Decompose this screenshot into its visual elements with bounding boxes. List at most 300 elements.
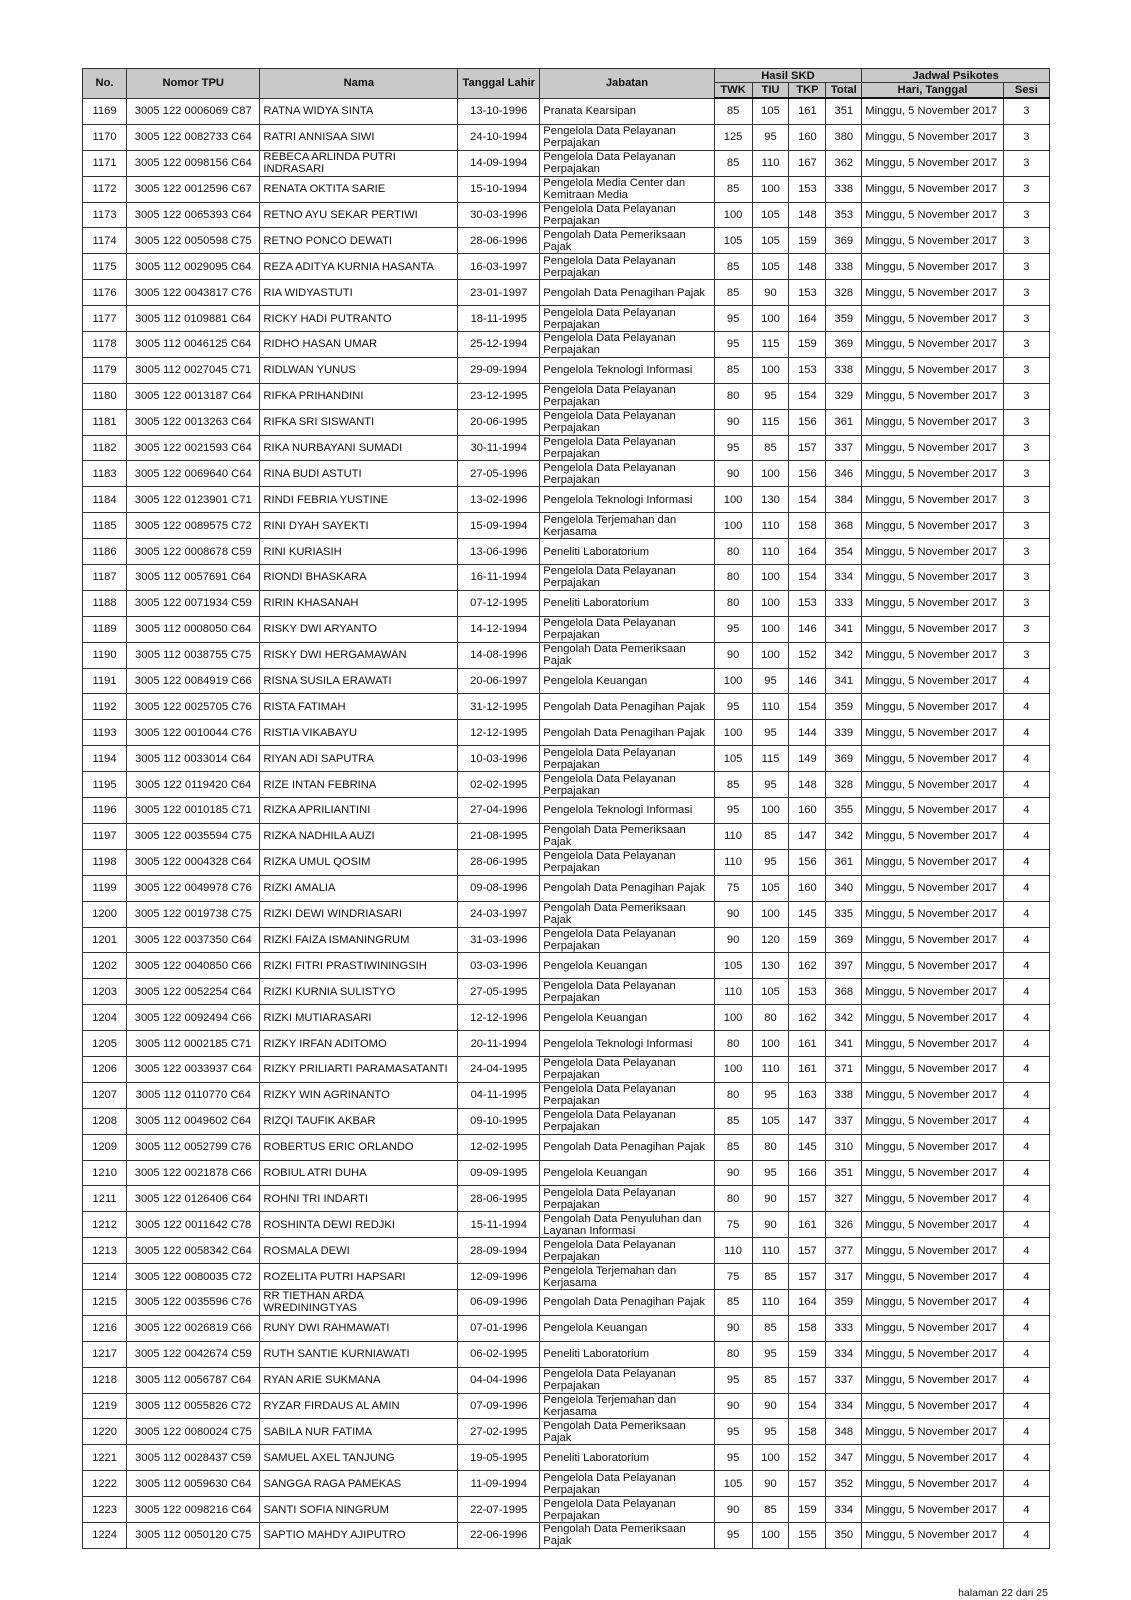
table-row: [83, 1160, 1050, 1186]
cell-tiu: 100: [752, 1445, 789, 1471]
cell-total: 352: [826, 1471, 862, 1497]
table-row: [83, 487, 1050, 513]
cell-sesi: 4: [1003, 1471, 1049, 1497]
cell-nomor-tpu: 3005 122 0119420 C64: [127, 772, 260, 798]
cell-hari-tanggal: Minggu, 5 November 2017: [862, 875, 1004, 901]
cell-total: 347: [826, 1445, 862, 1471]
cell-nama: RIYAN ADI SAPUTRA: [260, 746, 458, 772]
cell-nama: RISKY DWI ARYANTO: [260, 616, 458, 642]
cell-jabatan: Peneliti Laboratorium: [540, 539, 714, 565]
cell-tanggal-lahir: 07-01-1996: [458, 1315, 540, 1341]
cell-nama: RIZE INTAN FEBRINA: [260, 772, 458, 798]
cell-tkp: 145: [789, 1134, 826, 1160]
cell-tkp: 153: [789, 590, 826, 616]
cell-total: 348: [826, 1419, 862, 1445]
cell-tanggal-lahir: 15-10-1994: [458, 176, 540, 202]
cell-nama: ROHNI TRI INDARTI: [260, 1186, 458, 1212]
cell-jabatan: Pengolah Data Pemeriksaan Pajak: [540, 642, 714, 668]
table-row: [83, 176, 1050, 202]
table-row: [83, 383, 1050, 409]
cell-nama: RIFKA PRIHANDINI: [260, 383, 458, 409]
table-row: [83, 798, 1050, 824]
cell-tkp: 156: [789, 409, 826, 435]
cell-twk: 85: [714, 772, 752, 798]
cell-hari-tanggal: Minggu, 5 November 2017: [862, 124, 1004, 150]
cell-tanggal-lahir: 20-06-1997: [458, 668, 540, 694]
cell-nomor-tpu: 3005 122 0058342 C64: [127, 1238, 260, 1264]
cell-no: 1176: [83, 280, 127, 306]
cell-nomor-tpu: 3005 122 0082733 C64: [127, 124, 260, 150]
cell-sesi: 4: [1003, 720, 1049, 746]
cell-tiu: 100: [752, 461, 789, 487]
cell-nama: RIRIN KHASANAH: [260, 590, 458, 616]
cell-no: 1169: [83, 98, 127, 124]
cell-hari-tanggal: Minggu, 5 November 2017: [862, 1289, 1004, 1315]
table-row: [83, 953, 1050, 979]
header-jadwal-psikotes: Jadwal Psikotes: [862, 69, 1050, 83]
cell-tanggal-lahir: 07-09-1996: [458, 1393, 540, 1419]
cell-tiu: 95: [752, 772, 789, 798]
cell-tanggal-lahir: 14-12-1994: [458, 616, 540, 642]
cell-tanggal-lahir: 31-03-1996: [458, 927, 540, 953]
cell-jabatan: Pengelola Data Pelayanan Perpajakan: [540, 1497, 714, 1523]
cell-no: 1207: [83, 1082, 127, 1108]
cell-nama: RENATA OKTITA SARIE: [260, 176, 458, 202]
cell-jabatan: Pengelola Data Pelayanan Perpajakan: [540, 616, 714, 642]
cell-nomor-tpu: 3005 122 0011642 C78: [127, 1212, 260, 1238]
cell-tkp: 158: [789, 1315, 826, 1341]
cell-nama: REZA ADITYA KURNIA HASANTA: [260, 254, 458, 280]
cell-sesi: 4: [1003, 1393, 1049, 1419]
cell-tanggal-lahir: 25-12-1994: [458, 332, 540, 358]
cell-jabatan: Pengolah Data Penyuluhan dan Layanan Informasi: [540, 1212, 714, 1238]
cell-twk: 80: [714, 1082, 752, 1108]
cell-twk: 95: [714, 1419, 752, 1445]
cell-tkp: 153: [789, 979, 826, 1005]
cell-tiu: 105: [752, 254, 789, 280]
cell-sesi: 4: [1003, 1289, 1049, 1315]
cell-nama: RIDLWAN YUNUS: [260, 357, 458, 383]
table-row: [83, 280, 1050, 306]
cell-twk: 85: [714, 150, 752, 176]
cell-nama: RETNO AYU SEKAR PERTIWI: [260, 202, 458, 228]
cell-tanggal-lahir: 09-10-1995: [458, 1108, 540, 1134]
cell-nama: SABILA NUR FATIMA: [260, 1419, 458, 1445]
cell-total: 384: [826, 487, 862, 513]
cell-no: 1184: [83, 487, 127, 513]
cell-no: 1180: [83, 383, 127, 409]
cell-tanggal-lahir: 14-08-1996: [458, 642, 540, 668]
cell-nama: ROBIUL ATRI DUHA: [260, 1160, 458, 1186]
cell-tiu: 130: [752, 953, 789, 979]
cell-hari-tanggal: Minggu, 5 November 2017: [862, 1315, 1004, 1341]
cell-tkp: 166: [789, 1160, 826, 1186]
cell-hari-tanggal: Minggu, 5 November 2017: [862, 590, 1004, 616]
cell-twk: 95: [714, 1445, 752, 1471]
cell-twk: 90: [714, 642, 752, 668]
cell-nomor-tpu: 3005 122 0092494 C66: [127, 1005, 260, 1031]
cell-tanggal-lahir: 12-12-1996: [458, 1005, 540, 1031]
cell-sesi: 3: [1003, 539, 1049, 565]
table-row: [83, 254, 1050, 280]
cell-sesi: 4: [1003, 1497, 1049, 1523]
cell-tkp: 160: [789, 798, 826, 824]
cell-tkp: 145: [789, 901, 826, 927]
cell-twk: 85: [714, 98, 752, 124]
cell-total: 353: [826, 202, 862, 228]
cell-jabatan: Pengelola Data Pelayanan Perpajakan: [540, 124, 714, 150]
cell-twk: 75: [714, 875, 752, 901]
cell-no: 1209: [83, 1134, 127, 1160]
cell-tiu: 90: [752, 280, 789, 306]
cell-no: 1203: [83, 979, 127, 1005]
cell-tanggal-lahir: 23-01-1997: [458, 280, 540, 306]
cell-no: 1190: [83, 642, 127, 668]
cell-nomor-tpu: 3005 112 0049602 C64: [127, 1108, 260, 1134]
cell-hari-tanggal: Minggu, 5 November 2017: [862, 642, 1004, 668]
cell-nomor-tpu: 3005 122 0084919 C66: [127, 668, 260, 694]
cell-tanggal-lahir: 13-06-1996: [458, 539, 540, 565]
cell-sesi: 4: [1003, 1264, 1049, 1290]
cell-tkp: 155: [789, 1522, 826, 1548]
cell-hari-tanggal: Minggu, 5 November 2017: [862, 280, 1004, 306]
cell-tkp: 156: [789, 849, 826, 875]
cell-nomor-tpu: 3005 112 0109881 C64: [127, 306, 260, 332]
cell-nama: ROSMALA DEWI: [260, 1238, 458, 1264]
cell-twk: 75: [714, 1264, 752, 1290]
cell-jabatan: Peneliti Laboratorium: [540, 590, 714, 616]
cell-jabatan: Pengolah Data Pemeriksaan Pajak: [540, 228, 714, 254]
cell-hari-tanggal: Minggu, 5 November 2017: [862, 306, 1004, 332]
cell-tanggal-lahir: 14-09-1994: [458, 150, 540, 176]
cell-no: 1220: [83, 1419, 127, 1445]
cell-tiu: 95: [752, 1082, 789, 1108]
table-row: [83, 1522, 1050, 1548]
cell-sesi: 4: [1003, 772, 1049, 798]
cell-tkp: 147: [789, 1108, 826, 1134]
cell-no: 1192: [83, 694, 127, 720]
cell-no: 1172: [83, 176, 127, 202]
table-row: [83, 849, 1050, 875]
cell-no: 1201: [83, 927, 127, 953]
cell-tiu: 80: [752, 1134, 789, 1160]
header-hasil-skd: Hasil SKD: [714, 69, 862, 83]
cell-nomor-tpu: 3005 122 0042674 C59: [127, 1341, 260, 1367]
cell-hari-tanggal: Minggu, 5 November 2017: [862, 1160, 1004, 1186]
cell-hari-tanggal: Minggu, 5 November 2017: [862, 202, 1004, 228]
cell-nomor-tpu: 3005 122 0021878 C66: [127, 1160, 260, 1186]
cell-tanggal-lahir: 28-06-1996: [458, 228, 540, 254]
cell-tiu: 110: [752, 539, 789, 565]
cell-total: 328: [826, 280, 862, 306]
cell-sesi: 4: [1003, 1005, 1049, 1031]
cell-nomor-tpu: 3005 112 0057691 C64: [127, 565, 260, 591]
cell-nama: RUNY DWI RAHMAWATI: [260, 1315, 458, 1341]
cell-sesi: 4: [1003, 1108, 1049, 1134]
cell-nama: RISKY DWI HERGAMAWAN: [260, 642, 458, 668]
cell-jabatan: Pengelola Data Pelayanan Perpajakan: [540, 1108, 714, 1134]
cell-hari-tanggal: Minggu, 5 November 2017: [862, 435, 1004, 461]
cell-jabatan: Pengelola Data Pelayanan Perpajakan: [540, 1471, 714, 1497]
cell-twk: 85: [714, 1108, 752, 1134]
cell-twk: 105: [714, 746, 752, 772]
cell-jabatan: Pengolah Data Penagihan Pajak: [540, 1134, 714, 1160]
cell-jabatan: Pengolah Data Penagihan Pajak: [540, 875, 714, 901]
cell-sesi: 3: [1003, 228, 1049, 254]
cell-tanggal-lahir: 21-08-1995: [458, 823, 540, 849]
cell-nama: RISTA FATIMAH: [260, 694, 458, 720]
table-row: [83, 1497, 1050, 1523]
cell-tiu: 105: [752, 202, 789, 228]
cell-hari-tanggal: Minggu, 5 November 2017: [862, 1471, 1004, 1497]
table-row: [83, 1393, 1050, 1419]
table-row: [83, 1264, 1050, 1290]
cell-total: 334: [826, 1393, 862, 1419]
cell-no: 1210: [83, 1160, 127, 1186]
cell-tanggal-lahir: 09-09-1995: [458, 1160, 540, 1186]
cell-tanggal-lahir: 18-11-1995: [458, 306, 540, 332]
cell-no: 1193: [83, 720, 127, 746]
cell-jabatan: Pengelola Data Pelayanan Perpajakan: [540, 409, 714, 435]
cell-sesi: 4: [1003, 1341, 1049, 1367]
cell-twk: 105: [714, 953, 752, 979]
cell-tkp: 152: [789, 642, 826, 668]
cell-nomor-tpu: 3005 112 0046125 C64: [127, 332, 260, 358]
cell-tiu: 100: [752, 565, 789, 591]
cell-jabatan: Pengelola Data Pelayanan Perpajakan: [540, 150, 714, 176]
cell-hari-tanggal: Minggu, 5 November 2017: [862, 1419, 1004, 1445]
cell-total: 368: [826, 513, 862, 539]
cell-no: 1188: [83, 590, 127, 616]
cell-no: 1197: [83, 823, 127, 849]
cell-jabatan: Pengelola Data Pelayanan Perpajakan: [540, 461, 714, 487]
cell-nama: RIZKI KURNIA SULISTYO: [260, 979, 458, 1005]
table-row: [83, 1212, 1050, 1238]
table-row: [83, 98, 1050, 124]
cell-total: 351: [826, 1160, 862, 1186]
cell-twk: 90: [714, 1393, 752, 1419]
table-row: [83, 642, 1050, 668]
cell-tiu: 90: [752, 1393, 789, 1419]
cell-total: 326: [826, 1212, 862, 1238]
cell-total: 338: [826, 357, 862, 383]
table-row: [83, 124, 1050, 150]
cell-total: 359: [826, 1289, 862, 1315]
cell-tiu: 90: [752, 1186, 789, 1212]
cell-tiu: 120: [752, 927, 789, 953]
cell-nomor-tpu: 3005 122 0065393 C64: [127, 202, 260, 228]
cell-sesi: 3: [1003, 487, 1049, 513]
cell-jabatan: Peneliti Laboratorium: [540, 1445, 714, 1471]
cell-nomor-tpu: 3005 122 0004328 C64: [127, 849, 260, 875]
cell-sesi: 4: [1003, 746, 1049, 772]
cell-twk: 95: [714, 332, 752, 358]
cell-jabatan: Pengelola Data Pelayanan Perpajakan: [540, 1082, 714, 1108]
cell-twk: 100: [714, 487, 752, 513]
cell-no: 1196: [83, 798, 127, 824]
cell-jabatan: Pengelola Data Pelayanan Perpajakan: [540, 1186, 714, 1212]
cell-twk: 95: [714, 798, 752, 824]
cell-tiu: 95: [752, 1341, 789, 1367]
cell-tiu: 95: [752, 849, 789, 875]
cell-nama: RIZKI DEWI WINDRIASARI: [260, 901, 458, 927]
cell-sesi: 3: [1003, 513, 1049, 539]
cell-total: 337: [826, 1108, 862, 1134]
cell-twk: 110: [714, 823, 752, 849]
cell-jabatan: Pengolah Data Penagihan Pajak: [540, 720, 714, 746]
cell-tanggal-lahir: 02-02-1995: [458, 772, 540, 798]
cell-tkp: 160: [789, 124, 826, 150]
cell-tkp: 153: [789, 280, 826, 306]
cell-nomor-tpu: 3005 122 0069640 C64: [127, 461, 260, 487]
cell-hari-tanggal: Minggu, 5 November 2017: [862, 694, 1004, 720]
cell-hari-tanggal: Minggu, 5 November 2017: [862, 1238, 1004, 1264]
cell-jabatan: Pengelola Teknologi Informasi: [540, 487, 714, 513]
cell-twk: 100: [714, 1005, 752, 1031]
table-row: [83, 1238, 1050, 1264]
cell-tkp: 157: [789, 1186, 826, 1212]
cell-jabatan: Pengelola Terjemahan dan Kerjasama: [540, 1393, 714, 1419]
cell-total: 342: [826, 1005, 862, 1031]
cell-no: 1204: [83, 1005, 127, 1031]
cell-total: 369: [826, 746, 862, 772]
cell-sesi: 4: [1003, 1134, 1049, 1160]
cell-tanggal-lahir: 20-06-1995: [458, 409, 540, 435]
cell-no: 1177: [83, 306, 127, 332]
cell-nomor-tpu: 3005 122 0040850 C66: [127, 953, 260, 979]
cell-hari-tanggal: Minggu, 5 November 2017: [862, 1393, 1004, 1419]
cell-total: 333: [826, 1315, 862, 1341]
cell-hari-tanggal: Minggu, 5 November 2017: [862, 98, 1004, 124]
cell-tanggal-lahir: 10-03-1996: [458, 746, 540, 772]
cell-twk: 95: [714, 306, 752, 332]
cell-tiu: 110: [752, 150, 789, 176]
cell-total: 339: [826, 720, 862, 746]
cell-sesi: 4: [1003, 668, 1049, 694]
cell-tanggal-lahir: 06-02-1995: [458, 1341, 540, 1367]
cell-nomor-tpu: 3005 122 0043817 C76: [127, 280, 260, 306]
cell-no: 1199: [83, 875, 127, 901]
cell-tanggal-lahir: 27-02-1995: [458, 1419, 540, 1445]
cell-twk: 90: [714, 927, 752, 953]
cell-sesi: 4: [1003, 1160, 1049, 1186]
cell-hari-tanggal: Minggu, 5 November 2017: [862, 176, 1004, 202]
cell-nomor-tpu: 3005 122 0010185 C71: [127, 798, 260, 824]
cell-no: 1198: [83, 849, 127, 875]
cell-tiu: 95: [752, 1419, 789, 1445]
cell-sesi: 3: [1003, 98, 1049, 124]
table-row: [83, 1056, 1050, 1082]
cell-no: 1215: [83, 1289, 127, 1315]
cell-no: 1170: [83, 124, 127, 150]
cell-tanggal-lahir: 22-06-1996: [458, 1522, 540, 1548]
cell-tanggal-lahir: 12-02-1995: [458, 1134, 540, 1160]
header-tiu: TIU: [752, 83, 789, 99]
cell-nama: SANGGA RAGA PAMEKAS: [260, 1471, 458, 1497]
cell-no: 1205: [83, 1031, 127, 1057]
cell-sesi: 3: [1003, 590, 1049, 616]
cell-tanggal-lahir: 15-09-1994: [458, 513, 540, 539]
cell-no: 1211: [83, 1186, 127, 1212]
cell-tkp: 157: [789, 1367, 826, 1393]
cell-nomor-tpu: 3005 122 0010044 C76: [127, 720, 260, 746]
cell-hari-tanggal: Minggu, 5 November 2017: [862, 228, 1004, 254]
cell-tanggal-lahir: 28-06-1995: [458, 1186, 540, 1212]
cell-nomor-tpu: 3005 122 0035596 C76: [127, 1289, 260, 1315]
cell-hari-tanggal: Minggu, 5 November 2017: [862, 1134, 1004, 1160]
cell-no: 1189: [83, 616, 127, 642]
table-row: [83, 1445, 1050, 1471]
cell-no: 1200: [83, 901, 127, 927]
cell-twk: 90: [714, 409, 752, 435]
cell-tiu: 100: [752, 306, 789, 332]
cell-total: 361: [826, 849, 862, 875]
cell-hari-tanggal: Minggu, 5 November 2017: [862, 1212, 1004, 1238]
cell-twk: 100: [714, 513, 752, 539]
table-row: [83, 590, 1050, 616]
cell-total: 359: [826, 694, 862, 720]
cell-total: 355: [826, 798, 862, 824]
cell-twk: 85: [714, 176, 752, 202]
cell-nomor-tpu: 3005 112 0055826 C72: [127, 1393, 260, 1419]
table-row: [83, 1289, 1050, 1315]
cell-nama: RIDHO HASAN UMAR: [260, 332, 458, 358]
cell-tiu: 100: [752, 1522, 789, 1548]
table-row: [83, 565, 1050, 591]
cell-nomor-tpu: 3005 112 0056787 C64: [127, 1367, 260, 1393]
cell-tkp: 161: [789, 98, 826, 124]
cell-total: 337: [826, 1367, 862, 1393]
cell-nomor-tpu: 3005 122 0012596 C67: [127, 176, 260, 202]
cell-twk: 95: [714, 616, 752, 642]
cell-jabatan: Pengelola Data Pelayanan Perpajakan: [540, 202, 714, 228]
cell-total: 346: [826, 461, 862, 487]
cell-tkp: 153: [789, 176, 826, 202]
cell-tiu: 95: [752, 668, 789, 694]
cell-twk: 90: [714, 461, 752, 487]
cell-hari-tanggal: Minggu, 5 November 2017: [862, 1108, 1004, 1134]
cell-no: 1195: [83, 772, 127, 798]
table-header: [83, 69, 1050, 99]
cell-jabatan: Pengolah Data Pemeriksaan Pajak: [540, 1522, 714, 1548]
cell-tiu: 115: [752, 746, 789, 772]
cell-twk: 110: [714, 1238, 752, 1264]
table-row: [83, 435, 1050, 461]
cell-twk: 80: [714, 1341, 752, 1367]
cell-twk: 80: [714, 565, 752, 591]
cell-tiu: 95: [752, 1160, 789, 1186]
cell-nomor-tpu: 3005 112 0038755 C75: [127, 642, 260, 668]
table-row: [83, 1471, 1050, 1497]
table-row: [83, 668, 1050, 694]
cell-tanggal-lahir: 27-05-1995: [458, 979, 540, 1005]
cell-tanggal-lahir: 12-12-1995: [458, 720, 540, 746]
cell-hari-tanggal: Minggu, 5 November 2017: [862, 332, 1004, 358]
cell-total: 317: [826, 1264, 862, 1290]
cell-tiu: 85: [752, 1264, 789, 1290]
cell-twk: 85: [714, 254, 752, 280]
cell-tkp: 162: [789, 953, 826, 979]
header-sesi: Sesi: [1003, 83, 1049, 99]
cell-nama: RIZKY IRFAN ADITOMO: [260, 1031, 458, 1057]
cell-nama: RYZAR FIRDAUS AL AMIN: [260, 1393, 458, 1419]
cell-twk: 90: [714, 1160, 752, 1186]
cell-jabatan: Pengelola Data Pelayanan Perpajakan: [540, 979, 714, 1005]
cell-hari-tanggal: Minggu, 5 November 2017: [862, 357, 1004, 383]
cell-nama: RISNA SUSILA ERAWATI: [260, 668, 458, 694]
cell-total: 329: [826, 383, 862, 409]
cell-twk: 100: [714, 1056, 752, 1082]
